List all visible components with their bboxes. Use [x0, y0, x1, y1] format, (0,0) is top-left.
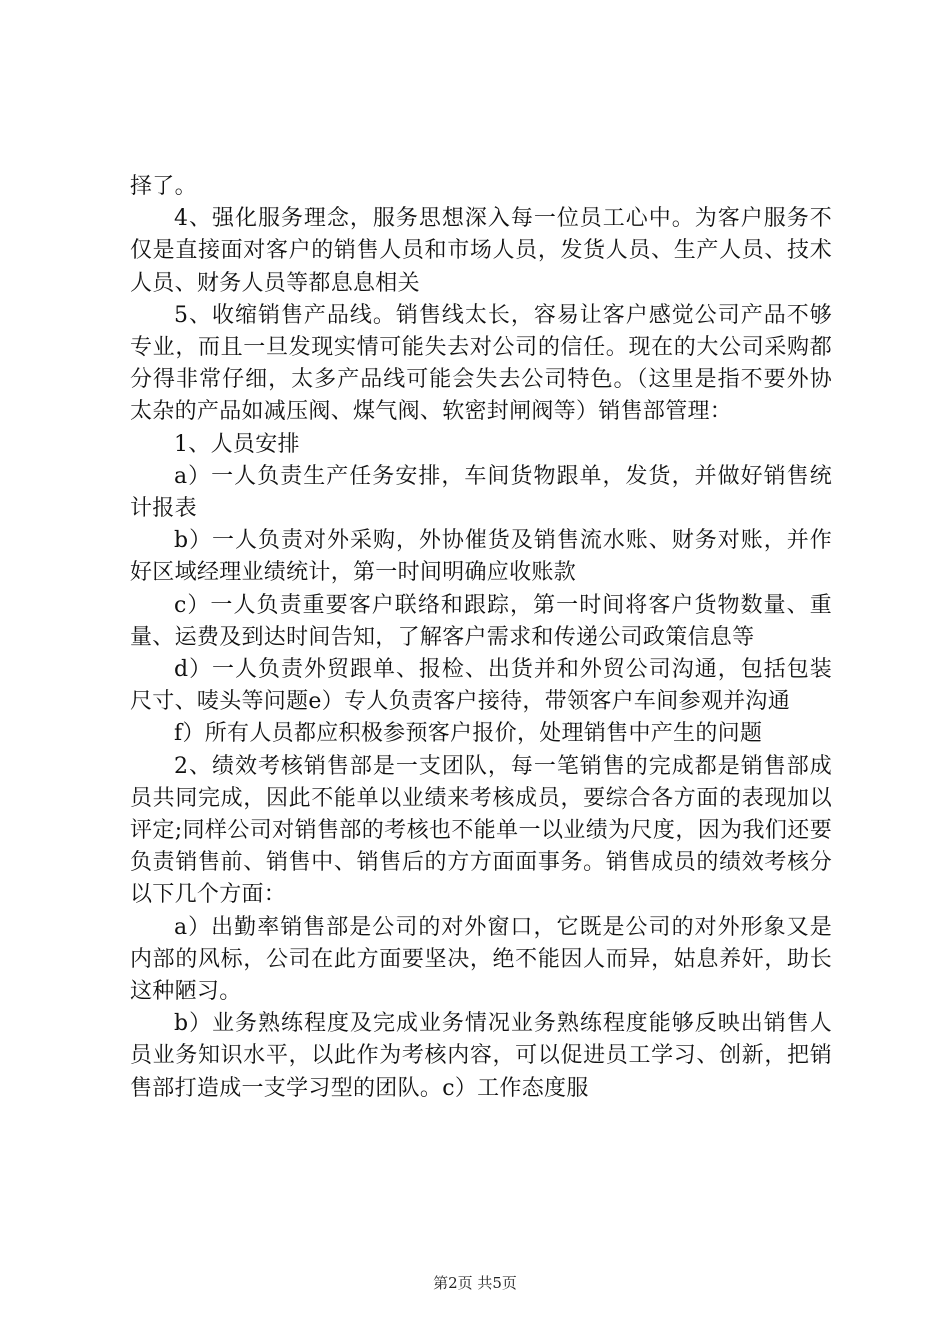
paragraph-staffing-b: b）一人负责对外采购，外协催货及销售流水账、财务对账，并作好区域经理业绩统计，第一时间明确应收账款 [130, 528, 832, 586]
paragraph-continuation: 择了。 [130, 174, 197, 199]
paragraph-item-4: 4、强化服务理念，服务思想深入每一位员工心中。为客户服务不仅是直接面对客户的销售人员和市场人员，发货人员、生产人员、技术人员、财务人员等都息息相关 [130, 206, 832, 296]
paragraph-staffing-c: c）一人负责重要客户联络和跟踪，第一时间将客户货物数量、重量、运费及到达时间告知，了解客户需求和传递公司政策信息等 [130, 592, 832, 650]
document-body [130, 171, 832, 1105]
paragraph-staffing-heading: 1、人员安排 [174, 431, 300, 457]
paragraph-staffing-a: a）一人负责生产任务安排，车间货物跟单，发货，并做好销售统计报表 [130, 463, 832, 522]
paragraph-item-5: 5、收缩销售产品线。销售线太长，容易让客户感觉公司产品不够专业，而且一旦发现实情可能失去对公司的信任。现在的大公司采购都分得非常仔细，太多产品线可能会失去公司特色。（这里是指不要外协太杂的产品如减压阀、煤气阀、软密封闸阀等）销售部管理： [130, 302, 832, 425]
page-number-footer: 第2页 共5页 [433, 1274, 517, 1292]
paragraph-staffing-d: d）一人负责外贸跟单、报检、出货并和外贸公司沟通，包括包装尺寸、唛头等问题e）专人负责客户接待，带领客户车间参观并沟通 [130, 657, 832, 715]
paragraph-staffing-f: f）所有人员都应积极参预客户报价，处理销售中产生的问题 [174, 721, 763, 747]
paragraph-performance-a: a）出勤率销售部是公司的对外窗口，它既是公司的对外形象又是内部的风标，公司在此方面要坚决，绝不能因人而异，姑息养奸，助长这种陋习。 [130, 914, 832, 1005]
paragraph-performance-b: b）业务熟练程度及完成业务情况业务熟练程度能够反映出销售人员业务知识水平，以此作为考核内容，可以促进员工学习、创新，把销售部打造成一支学习型的团队。c）工作态度服 [130, 1011, 832, 1101]
paragraph-performance: 2、绩效考核销售部是一支团队，每一笔销售的完成都是销售部成员共同完成，因此不能单以业绩来考核成员，要综合各方面的表现加以评定;同样公司对销售部的考核也不能单一以业绩为尺度，因为我们还要负责销售前、销售中、销售后的方方面面事务。销售成员的绩效考核分以下几个方面： [130, 753, 832, 908]
